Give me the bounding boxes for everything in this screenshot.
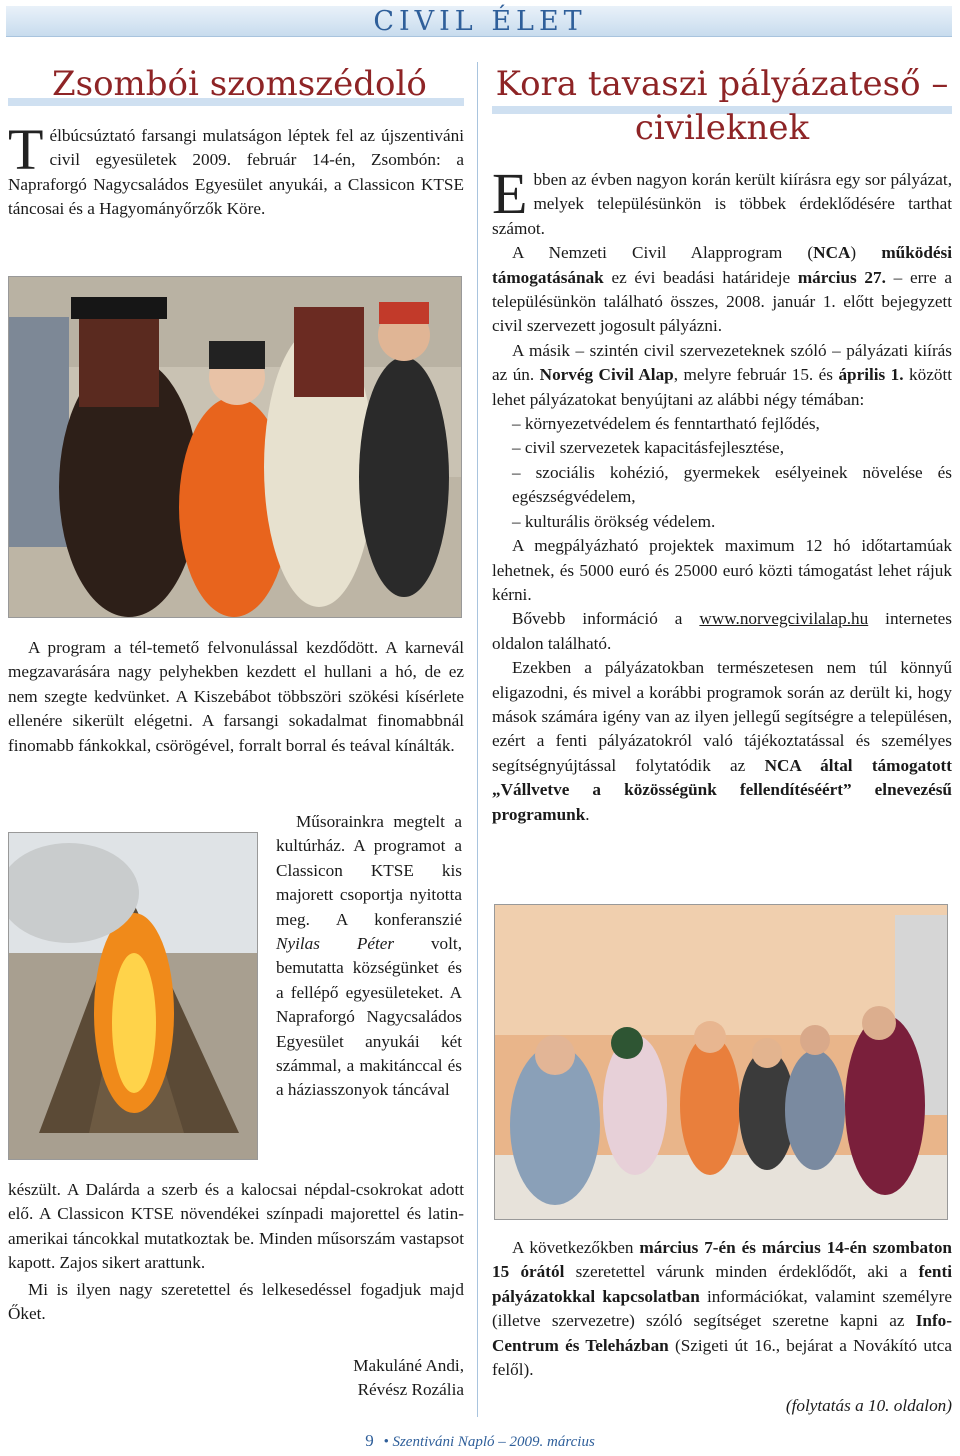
next-a: A következőkben xyxy=(512,1238,640,1257)
page-footer xyxy=(0,1431,960,1451)
signature-line-2: Révész Rozália xyxy=(357,1380,464,1400)
bonfire-image xyxy=(9,833,257,1159)
left-p4 xyxy=(8,1278,464,1327)
nca-g: – erre a településünkön található összes, 2008. január 1. előtt bejegyzett civil szervezett jogosult pályázni. xyxy=(492,267,952,336)
right-next xyxy=(492,1236,952,1382)
nor-e: között lehet pályázatokat benyújtani az alábbi négy témában: xyxy=(492,365,952,409)
next-venue: Info-Centrum és Teleházban xyxy=(492,1311,952,1355)
program-name: NCA által támogatott „Vállvetve a közösségünk fellendítéséért” elnevezésű programunk xyxy=(492,755,952,824)
carnival-image xyxy=(9,277,461,617)
left-p3-side xyxy=(276,810,462,1103)
column-divider xyxy=(477,62,478,1417)
help-c: . xyxy=(585,804,590,824)
help-a: Ezekben a pályázatokban természetesen nem túl könnyű eligazodni, és mivel a korábbi programok során az derült ki, hogy mások számára igény van az ilyen jellegű segítségre a településen, ezért a fenti pályázatokról való tájékoztatással és személyes segítségnyújtással folytatódik az xyxy=(492,658,952,775)
section-title: CIVIL ÉLET xyxy=(373,6,587,37)
right-title-line-2: civileknek xyxy=(634,108,810,148)
nca-abbr: NCA xyxy=(813,243,851,263)
right-intro-text: bben az évben nagyon korán került kiírásra egy sor pályázat, melyek településünkön is többek érdeklődésére tarthat számot. xyxy=(492,170,952,238)
right-norway xyxy=(492,339,952,412)
left-dropcap: T xyxy=(8,117,44,182)
nca-a: A Nemzeti Civil Alapprogram ( xyxy=(512,243,814,263)
meeting-image xyxy=(495,905,947,1219)
info-a: Bővebb információ a xyxy=(512,609,700,629)
right-intro xyxy=(492,161,952,241)
footer-separator: • xyxy=(383,1434,389,1450)
left-bottom xyxy=(8,1178,464,1402)
topic-item: – környezetvédelem és fenntartható fejlődés, xyxy=(512,414,820,434)
continuation-note: (folytatás a 10. oldalon) xyxy=(785,1396,952,1416)
topic-item: – kulturális örökség védelem. xyxy=(512,511,716,531)
nca-support: működési támogatásának xyxy=(492,243,952,287)
nor-deadline: április 1. xyxy=(838,365,904,385)
left-intro xyxy=(8,117,464,222)
signature xyxy=(8,1354,464,1402)
left-body xyxy=(8,636,464,758)
left-p3-side2-text: volt, bemutatta községünket és a fellépő egyesületeket. A Napraforgó Nagycsaládos Egyesület anyukái két számmal, a makitánccal és a háziasszonyok táncával xyxy=(276,934,462,1100)
next-c: szeretettel várunk minden érdeklődőt, aki a xyxy=(564,1262,919,1282)
right-dropcap: E xyxy=(492,161,528,226)
left-intro-text: élbúcsúztató farsangi mulatságon léptek fel az újszentiváni civil egyesületek 2009. február 14-én, Zsombón: a Napraforgó Nagycsaládos Egyesület anyukái, a Classicon KTSE táncosai és a Hagyományőrzők Köre. xyxy=(8,126,464,219)
carnival-photo xyxy=(8,276,462,618)
norway-fund-link[interactable]: www.norvegcivilalap.hu xyxy=(699,609,869,629)
left-p2-text: A program a tél-temető felvonulással kezdődött. A karnevál megzavarására nagy pelyhekben kezdett el hullani a hó, de ez nem szegte kedvünket. A Kiszebábot többszöri szökési kísérlete ellenére sikerült elégetni. A farsangi sokadalmat finomabbnál finomabb fánkokkal, csörögével, forralt borral és teával kínálták. xyxy=(8,638,464,755)
right-bottom xyxy=(492,1236,952,1416)
right-info xyxy=(492,607,952,656)
next-topic: fenti pályázatokkal kapcsolatban xyxy=(492,1262,952,1306)
left-title: Zsombói szomszédoló xyxy=(52,64,427,104)
page-number: 9 xyxy=(365,1431,374,1450)
next-dates: március 7-én és március 14-én szombaton 15 órától xyxy=(492,1238,952,1282)
nor-c: , melyre február 15. és xyxy=(673,365,839,385)
nca-deadline: március 27. xyxy=(797,267,886,287)
left-p2 xyxy=(8,636,464,758)
signature-line-1: Makuláné Andi, xyxy=(353,1356,464,1376)
right-help xyxy=(492,656,952,827)
next-e: információkat, valamint személyre (illetve szervezetre) szóló segítséget szeretne kapni az xyxy=(492,1286,952,1331)
left-p4-text: Mi is ilyen nagy szeretettel és lelkesedéssel fogadjuk majd Őket. xyxy=(8,1279,464,1324)
meeting-photo xyxy=(494,904,948,1220)
publication-name: Szentiváni Napló – 2009. március xyxy=(392,1434,595,1450)
right-title-line-1: Kora tavaszi pályázateső – xyxy=(495,64,949,104)
nor-a: A másik – szintén civil szervezeteknek szóló – pályázati kiírás az ún. xyxy=(492,340,952,385)
right-projects-text: A megpályázható projektek maximum 12 hó időtartamúak lehetnek, és 5000 euró és 25000 euró közti támogatást lehet rájuk kérni. xyxy=(492,536,952,604)
bonfire-photo xyxy=(8,832,258,1160)
info-b: internetes oldalon található. xyxy=(492,609,952,653)
topic-item: – szociális kohézió, gyermekek esélyeinek növelése és egészségvédelem, xyxy=(512,462,952,507)
left-p3-side-text: Műsorainkra megtelt a kultúrház. A programot a Classicon KTSE kis majorett csoportja nyitotta meg. A konferanszié xyxy=(276,812,462,929)
host-name: Nyilas Péter xyxy=(276,934,395,954)
left-p3-full: készült. A Dalárda a szerb és a kalocsai népdal-csokrokat adott elő. A Classicon KTSE növendékei színpadi majorettel és latin-amerikai táncokkal mutatkoztak be. Minden műsorszám vastapsot kapott. Zajos sikert arattunk. xyxy=(8,1180,464,1273)
left-article xyxy=(8,64,464,222)
next-g: (Szigeti út 16., bejárat a Novákító utca felől). xyxy=(492,1335,952,1380)
nca-c: ) xyxy=(850,243,882,263)
topic-item: – civil szervezetek kapacitásfejlesztése, xyxy=(512,438,784,458)
nor-fund: Norvég Civil Alap xyxy=(539,365,674,385)
left-side-text xyxy=(276,810,462,1103)
right-nca xyxy=(492,241,952,339)
topic-list xyxy=(492,412,952,534)
nca-e: ez évi beadási határideje xyxy=(603,267,798,287)
right-projects xyxy=(492,534,952,607)
right-article xyxy=(492,62,952,827)
